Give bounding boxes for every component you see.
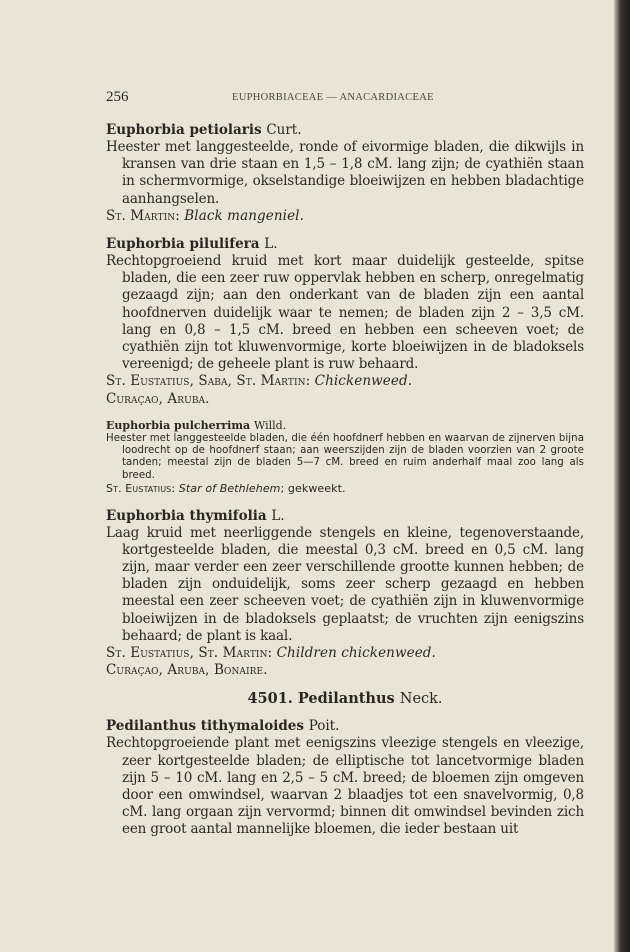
species-name: Pedilanthus tithymaloides Poit.	[106, 718, 340, 735]
species-author: L.	[264, 236, 278, 253]
page-content	[106, 122, 584, 839]
species-author: Curt.	[266, 122, 302, 138]
page-number: 256	[106, 89, 129, 105]
species-description: Rechtopgroeiende plant met eenigszins vleezige stengels en vleezige, zeer kortgesteelde bladen; de elliptische tot lancetvormige bladen zijn 5 – 10 cM. lang en 2,5 – 5 cM. breed; de bloemen zijn omgeven door een omwindsel, waarvan 2 blaadjes tot een snavelvormig, 0,8 cM. lang orgaan zijn vervormd; binnen dit omwindsel bevinden zich een groot aantal mannelijke bloemen, die ieder bestaan uit	[106, 735, 584, 838]
species-locality: St. Martin: Black mangeniel.	[106, 207, 304, 224]
species-name: Euphorbia thymifolia L.	[106, 507, 285, 524]
species-name: Euphorbia pulcherrima Willd.	[106, 418, 287, 432]
species-description: Rechtopgroeiend kruid met kort maar duidelijk gesteelde, spitse bladen, die een zeer ruw oppervlak hebben en scherp, onregelmatig gezaagd zijn; aan den onderkant van de bladen zijn een aantal hoofdnerven duidelijk waar te nemen; de bladen zijn 2 – 3,5 cM. lang en 0,8 – 1,5 cM. breed en hebben een scheeven voet; de cyathiën zijn tot kluwenvormige, korte bloeiwijzen in de bladoksels vereenigd; de geheele plant is ruw behaard.	[106, 253, 584, 373]
species-locality: St. Eustatius: Star of Bethlehem; gekweekt.	[106, 482, 346, 496]
species-entry	[106, 508, 584, 680]
species-entry	[106, 419, 584, 497]
species-author: Poit.	[308, 718, 340, 735]
species-author: Willd.	[253, 418, 287, 432]
genus-author: Neck.	[399, 691, 443, 708]
common-name: Chickenweed.	[314, 373, 413, 390]
species-description: Heester met langgesteelde bladen, die één hoofdnerf hebben en waarvan de zijnerven bijna loodrecht op de hoofdnerf staan; aan weerszijden zijn de bladen voorzien van 2 groote tanden; meestal zijn de bladen 5—7 cM. breed en ruim anderhalf maal zoo lang als breed.	[106, 432, 584, 481]
species-locality: St. Eustatius, Saba, St. Martin: Chickenweed.	[106, 373, 413, 390]
species-author: L.	[271, 507, 285, 524]
species-locality-2: Curaçao, Aruba, Bonaire.	[106, 662, 268, 679]
common-name: Black mangeniel.	[184, 207, 304, 224]
species-locality-2: Curaçao, Aruba.	[106, 390, 210, 407]
page-edge-shadow	[614, 0, 630, 952]
species-entry	[106, 236, 584, 408]
species-name: Euphorbia pilulifera L.	[106, 236, 278, 253]
species-locality: St. Eustatius, St. Martin: Children chickenweed.	[106, 644, 436, 661]
common-name: Star of Bethlehem	[178, 482, 281, 496]
genus-heading: 4501. Pedilanthus Neck.	[247, 690, 443, 708]
species-description: Laag kruid met neerliggende stengels en kleine, tegenoverstaande, kortgesteelde bladen, die meestal 0,3 cM. breed en 0,5 cM. lang zijn, maar verder een zeer verschillende grootte kunnen hebben; de bladen zijn onduidelijk, soms zeer scherp gezaagd en hebben meestal een zeer scheeven voet; de cyathiën zijn in kluwenvormige bloeiwijzen in de bladoksels geplaatst; de vruchten zijn eenigszins behaard; de plant is kaal.	[106, 524, 584, 644]
species-entry	[106, 718, 584, 838]
species-entry	[106, 122, 584, 225]
common-name: Children chickenweed.	[276, 644, 436, 661]
running-head: EUPHORBIACEAE — ANACARDIACEAE	[232, 92, 434, 103]
species-name: Euphorbia petiolaris Curt.	[106, 122, 302, 138]
species-description: Heester met langgesteelde, ronde of eivormige bladen, die dikwijls in kransen van drie staan en 1,5 – 1,8 cM. lang zijn; de cyathiën staan in schermvormige, okselstandige bloeiwijzen en hebben bladachtige aanhangselen.	[106, 139, 584, 207]
page-header	[106, 89, 586, 109]
